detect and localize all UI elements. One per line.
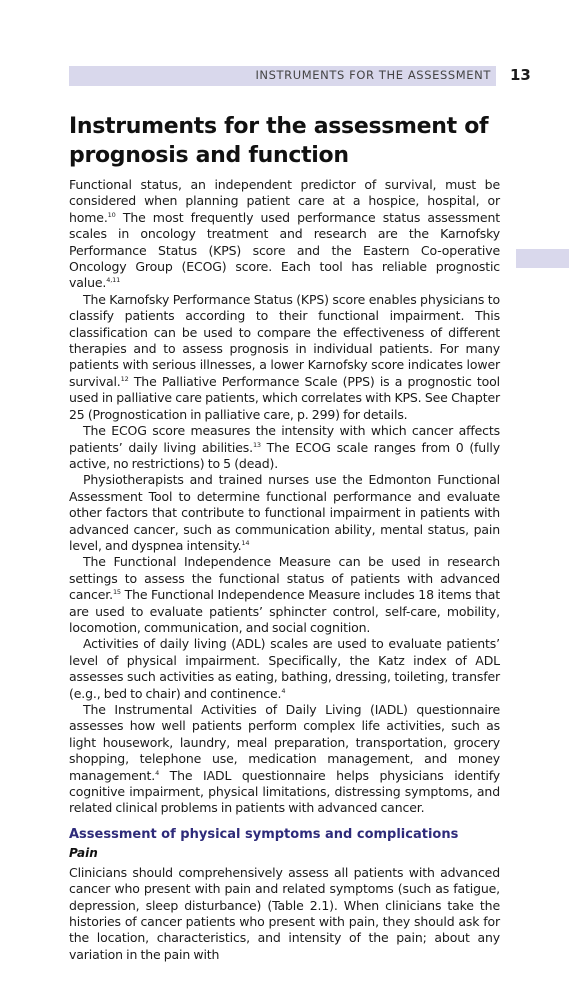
body-paragraph: Activities of daily living (ADL) scales are used to evaluate patients’ level of physical impairment. Specifically, the Katz index of ADL assesses such activities as eating, bathing, dressing, toileting, transfer (e.g., bed to chair) and continence.$^4$ [69, 636, 500, 701]
page-number: 13 [510, 66, 531, 84]
body-paragraph: The Instrumental Activities of Daily Living (IADL) questionnaire assesses how well patients perform complex life activities, such as light housework, laundry, meal preparation, transportation, grocery shopping, telephone use, medication management, and money management.$^4$ The IADL questionnaire helps physicians identify cognitive impairment, physical limitations, distressing symptoms, and related clinical problems in patients with advanced cancer. [69, 702, 500, 816]
body-paragraph: Physiotherapists and trained nurses use the Edmonton Functional Assessment Tool to determine functional performance and evaluate other factors that contribute to functional impairment in patients with advanced cancer, such as communication ability, mental status, pain level, and dyspnea intensity.$^{14}$ [69, 472, 500, 553]
body-paragraph: Clinicians should comprehensively assess all patients with advanced cancer who present with pain and related symptoms (such as fatigue, depression, sleep disturbance) (Table 2.1). When clinicians take the histories of cancer patients who present with pain, they should ask for the location, characteristics, and intensity of the pain; about any variation in the pain with [69, 864, 500, 962]
chapter-thumb-tab [516, 249, 569, 268]
section-title: Instruments for the assessment of prognosis and function [69, 114, 489, 168]
running-head: INSTRUMENTS FOR THE ASSESSMENT [255, 68, 491, 82]
body-paragraph: The Functional Independence Measure can be used in research settings to assess the functional status of patients with advanced cancer.$^{15}$ The Functional Independence Measure includes 18 items that are used to evaluate patients’ sphincter control, self-care, mobility, locomotion, communication, and social cognition. [69, 554, 500, 635]
body-paragraph: The ECOG score measures the intensity with which cancer affects patients’ daily living abilities.$^{13}$ The ECOG scale ranges from 0 (fully active, no restrictions) to 5 (dead). [69, 423, 500, 471]
body-paragraph: The Karnofsky Performance Status (KPS) score enables physicians to classify patients according to their functional impairment. This classification can be used to compare the effectiveness of different therapies and to assess prognosis in individual patients. For many patients with serious illnesses, a lower Karnofsky score indicates lower survival.$^{12}$ The Palliative Performance Scale (PPS) is a prognostic tool used in palliative care patients, which correlates with KPS. See Chapter 25 (Prognostication in palliative care, p. 299) for details. [69, 291, 500, 422]
subheading-pain: Pain [69, 845, 98, 860]
page-body [69, 112, 500, 963]
body-paragraph: Functional status, an independent predictor of survival, must be considered when planning patient care at a hospice, hospital, or home.$^{10}$ The most frequently used performance status assessment scales in oncology treatment and research are the Karnofsky Performance Status (KPS) score and the Eastern Co-operative Oncology Group (ECOG) score. Each tool has reliable prognostic value.$^{4,11}$ [69, 177, 500, 291]
subsection-title: Assessment of physical symptoms and complications [69, 826, 459, 842]
